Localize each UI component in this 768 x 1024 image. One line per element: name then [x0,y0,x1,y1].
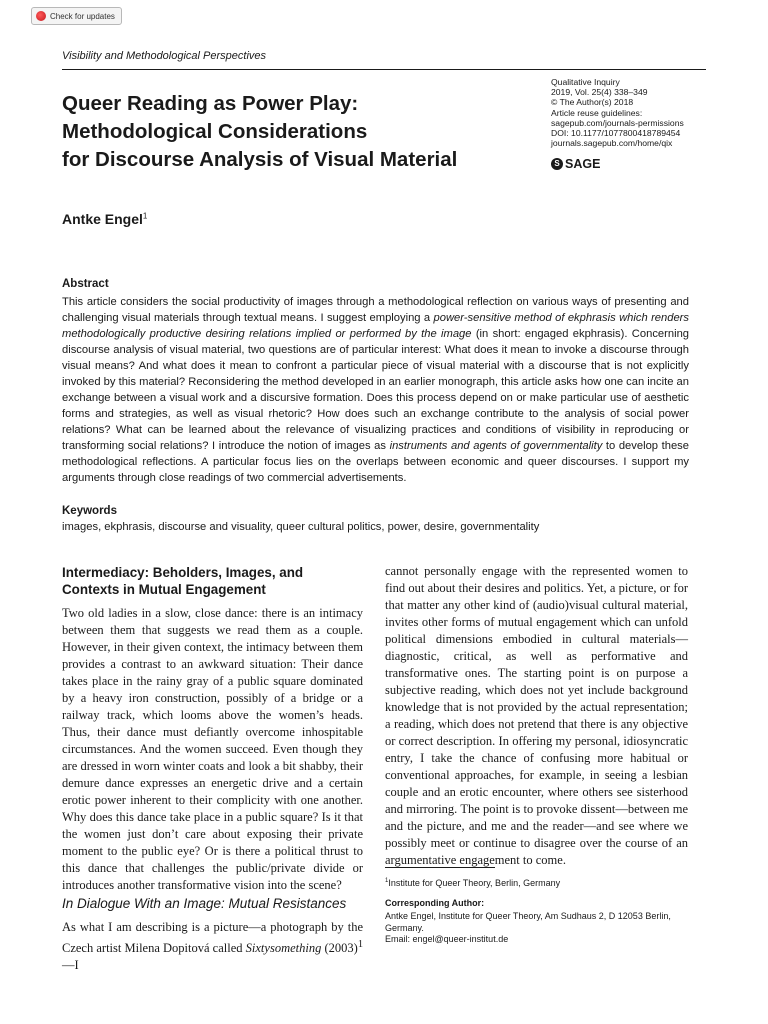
section-heading [62,564,362,598]
sage-logo [551,157,600,171]
header-rule [62,69,706,70]
body-text-a: As what I am describing is a picture—a photograph by the Czech artist Milena Dopitová called [62,920,363,956]
doi-link[interactable]: DOI: 10.1177/1077800418789454 [551,128,681,139]
sage-logo-icon: S [551,158,563,170]
keywords-text: images, ekphrasis, discourse and visuality, queer cultural politics, power, desire, governmentality [62,521,540,533]
abstract-part-1: This article considers the social productivity of images through a methodological reflection on various ways of presenting and challenging visual materials through textual means. I suggest employing a [62,296,689,324]
reuse-guidelines-label: Article reuse guidelines: [551,107,643,118]
corresponding-address: Antke Engel, Institute for Queer Theory, Am Sudhaus 2, D 12053 Berlin, [385,911,671,921]
title-line-2: Methodological Considerations [62,120,368,143]
abstract-heading: Abstract [62,278,109,290]
journal-volume: 2019, Vol. 25(4) 338–349 [551,87,648,98]
author-affiliation-mark: 1 [142,211,148,221]
journal-name: Qualitative Inquiry [551,77,620,87]
title-line-3: for Discourse Analysis of Visual Material [62,148,458,171]
footnote-rule [385,867,495,868]
abstract-part-2: (in short: engaged ekphrasis). Concerning discourse analysis of visual material, two questions are of particular interest: What does it mean to invoke a discourse through visual means? And what does it mean to confront a particular piece of visual material with a discourse that is not explicitly invoked by this material? Reconsidering the method developed in an earlier monograph, this article asks how one can incite an exchange between a visual work and a discursive formation. Does this process depend on or make particular use of aesthetic forms and strategies, as well as visual rhetoric? How does such an exchange contribute to the analysis of social power relations? What can be learned about the relevance of visualizing practices and conditions of visibility in reproducing or transforming social relations? I introduce the notion of images as [62,328,690,452]
section-label: Visibility and Methodological Perspectives [62,50,267,62]
footnote-ref[interactable]: 1 [357,939,364,950]
footnote-mark: 1 [385,878,389,884]
check-for-updates-label: Check for updates [50,11,115,21]
author-name: Antke Engel [62,211,143,227]
affiliation-footnote [385,878,560,888]
body-text-b: (2003) [321,941,358,956]
artwork-title: Sixtysomething [245,941,322,956]
journal-info [551,77,684,148]
abstract-part-3: to develop these methodological reflections. A particular focus lies on the overlaps between economic and queer discourses. I support my arguments through close readings of two commercial advertisements. [62,440,689,484]
article-title [62,90,522,174]
body-paragraph-left-2 [62,919,363,974]
abstract-text [62,294,689,486]
body-text-c: —I [62,958,79,973]
crossmark-icon [36,11,46,21]
subsection-heading: In Dialogue With an Image: Mutual Resistances [62,896,347,911]
permissions-link[interactable]: sagepub.com/journals-permissions [551,117,684,128]
author-line [62,211,147,227]
footnote-text: Institute for Queer Theory, Berlin, Germany [388,878,561,888]
body-paragraph-right: cannot personally engage with the represented women to find out about their desires and politics. Yet, a picture, or for that matter any other kind of (audio)visual cultural material, invites other forms of mutual engagement which can unfold political dimensions embodied in cultural materials—diagnostic, critical, as well as performative and transformative ones. The starting point is on purpose a subjective reading, which does not yet include background knowledge that is not provided by the actual representation; a reading, which does not pretend that there is any objective or correct description. In offering my personal, idiosyncratic entry, I take the chance of confusing more habitual or conventional approaches, for example, in seeing a lesbian couple and an erotic encounter, where others see sisterhood and mirroring. The point is to provoke dissent—between me and the picture, and me and the reader—and see where we possibly meet or continue to disagree over the course of an argumentative engagement to come. [385,564,688,867]
title-line-1: Queer Reading as Power Play: [62,92,359,115]
section-heading-line-1: Intermediacy: Beholders, Images, and [62,565,304,580]
check-for-updates-badge[interactable] [31,7,122,25]
abstract-italic-1: power-sensitive method of ekphrasis which renders methodologically productive desiring relations implied or performed by the image [62,312,690,340]
copyright: © The Author(s) 2018 [551,97,634,108]
keywords-heading: Keywords [62,505,117,517]
corresponding-email[interactable]: Email: engel@queer-institut.de [385,934,509,944]
abstract-italic-2: instruments and agents of governmentality [389,440,603,452]
journal-home-link[interactable]: journals.sagepub.com/home/qix [551,138,673,149]
corresponding-author-heading: Corresponding Author: [385,898,485,908]
publisher-name: SAGE [565,157,601,171]
corresponding-author-details [385,911,700,946]
corresponding-country: Germany. [385,922,424,933]
body-paragraph-left: Two old ladies in a slow, close dance: there is an intimacy between them that suggests we read them as a couple. However, in their given context, the intimacy between them provides a contrast to an awkward situation: Their dance takes place in the rainy gray of a public square dominated by a heavy iron construction, possibly of a bridge or a railway track, which looms above the women’s heads. Thus, their dance must defiantly overcome inhospitable circumstances. And the women succeed. Even though they are dressed in worn winter coats and look a bit shabby, their demure dance expresses an energetic drive and a certain erotic power inherent to their complicity with one another. Why does this dance take place in a public square? Is it that the women just don’t care about exposing their private moment to the public eye? Or is there a political thrust to this dance that challenges the public/private divide or introduces another transformative vision into the scene? [62,606,363,892]
section-heading-line-2: Contexts in Mutual Engagement [62,582,266,597]
